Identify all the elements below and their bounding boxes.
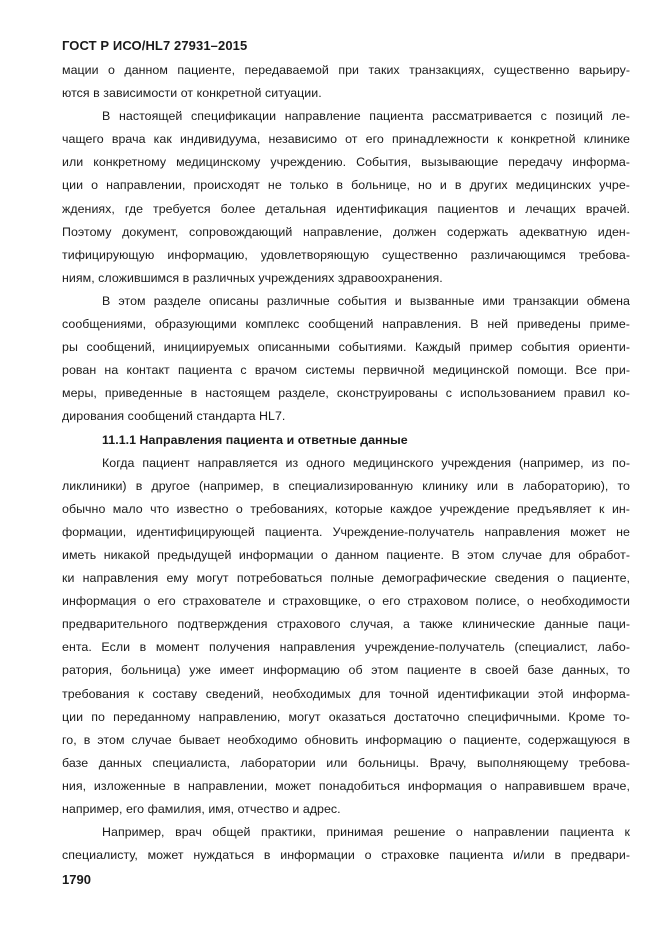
text-line: ниям, сложившимся в различных учреждениях здравоохранения. bbox=[62, 270, 443, 285]
text-line: сообщениями, образующими комплекс сообщений направления. В ней приведены приме- bbox=[62, 317, 630, 332]
text-line: Когда пациент направляется из одного медицинского учреждения (например, из по- bbox=[102, 455, 630, 470]
text-line: формации, идентифицирующей пациента. Учреждение-получатель направления может не bbox=[62, 524, 630, 539]
text-line: ются в зависимости от конкретной ситуации. bbox=[62, 86, 322, 101]
text-line: например, его фамилия, имя, отчество и адрес. bbox=[62, 802, 341, 816]
page-number: 1790 bbox=[62, 872, 91, 887]
text-line: специалисту, может нуждаться в информации о страховке пациента и/или в предвари- bbox=[62, 848, 630, 863]
text-line: тифицирующую информацию, удовлетворяющую существенно различающимся требова- bbox=[62, 247, 630, 262]
text-line: го, в этом случае бывает необходимо обновить информацию о пациенте, содержащуюся в bbox=[62, 732, 630, 747]
text-line: Например, врач общей практики, принимая решение о направлении пациента к bbox=[102, 825, 630, 840]
text-line: предварительного подтверждения страхового случая, а также клинические данные паци- bbox=[62, 617, 630, 632]
text-line: ции о направлении, происходят не только в больнице, но и в других медицинских учре- bbox=[62, 178, 630, 193]
text-line: В этом разделе описаны различные события и вызванные ими транзакции обмена bbox=[102, 293, 630, 308]
text-line: ликлиники) в другое (например, в специализированную клинику или в лабораторию), то bbox=[62, 478, 630, 493]
text-line: чащего врача как индивидуума, независимо от его принадлежности к конкретной клинике bbox=[62, 132, 630, 147]
text-line: дирования сообщений стандарта HL7. bbox=[62, 409, 286, 424]
text-line: меры, приведенные в настоящем разделе, сконструированы с использованием правил ко- bbox=[62, 386, 630, 401]
text-line: информация о его страхователе и страховщике, о его страховом полисе, о необходимости bbox=[62, 594, 630, 609]
text-line: мации о данном пациенте, передаваемой при таких транзакциях, существенно варьиру- bbox=[62, 63, 630, 77]
text-line: ния, изложенные в направлении, может понадобиться информация о направившем враче, bbox=[62, 778, 630, 793]
text-line: Поэтому документ, сопровождающий направление, должен содержать адекватную иден- bbox=[62, 224, 630, 239]
standard-header: ГОСТ Р ИСО/HL7 27931–2015 bbox=[62, 38, 248, 53]
text-line: ры сообщений, инициируемых описанными событиями. Каждый пример события ориенти- bbox=[62, 340, 630, 355]
text-line: ента. Если в момент получения направления учреждение-получатель (специалист, лабо- bbox=[62, 640, 630, 655]
text-line: или конкретному медицинскому учреждению. События, вызывающие передачу информа- bbox=[62, 155, 630, 170]
text-line: ки направления ему могут потребоваться полные демографические сведения о пациенте, bbox=[62, 571, 630, 586]
text-line: ратория, больница) уже имеет информацию об этом пациенте в своей базе данных, то bbox=[62, 663, 630, 678]
text-line: иметь никакой предыдущей информации о данном пациенте. В этом случае для обработ- bbox=[62, 547, 630, 562]
text-line: ции по переданному направлению, могут оказаться достаточно специфичными. Кроме то- bbox=[62, 709, 630, 724]
document-body bbox=[62, 59, 630, 867]
text-line: обычно мало что известно о требованиях, которые каждое учреждение предъявляет к ин- bbox=[62, 501, 630, 516]
text-line: базе данных специалиста, лаборатории или больницы. Врачу, выполняющему требова- bbox=[62, 755, 630, 770]
text-line: ждениях, где требуется более детальная идентификация пациентов и лечащих врачей. bbox=[62, 201, 630, 216]
text-line: рован на контакт пациента с врачом системы первичной медицинской помощи. Все при- bbox=[62, 363, 630, 378]
text-line: требования к составу сведений, необходимых для точной идентификации этой информа- bbox=[62, 686, 630, 701]
section-heading: 11.1.1 Направления пациента и ответные данные bbox=[102, 432, 408, 447]
text-line: В настоящей спецификации направление пациента рассматривается с позиций ле- bbox=[102, 109, 630, 124]
